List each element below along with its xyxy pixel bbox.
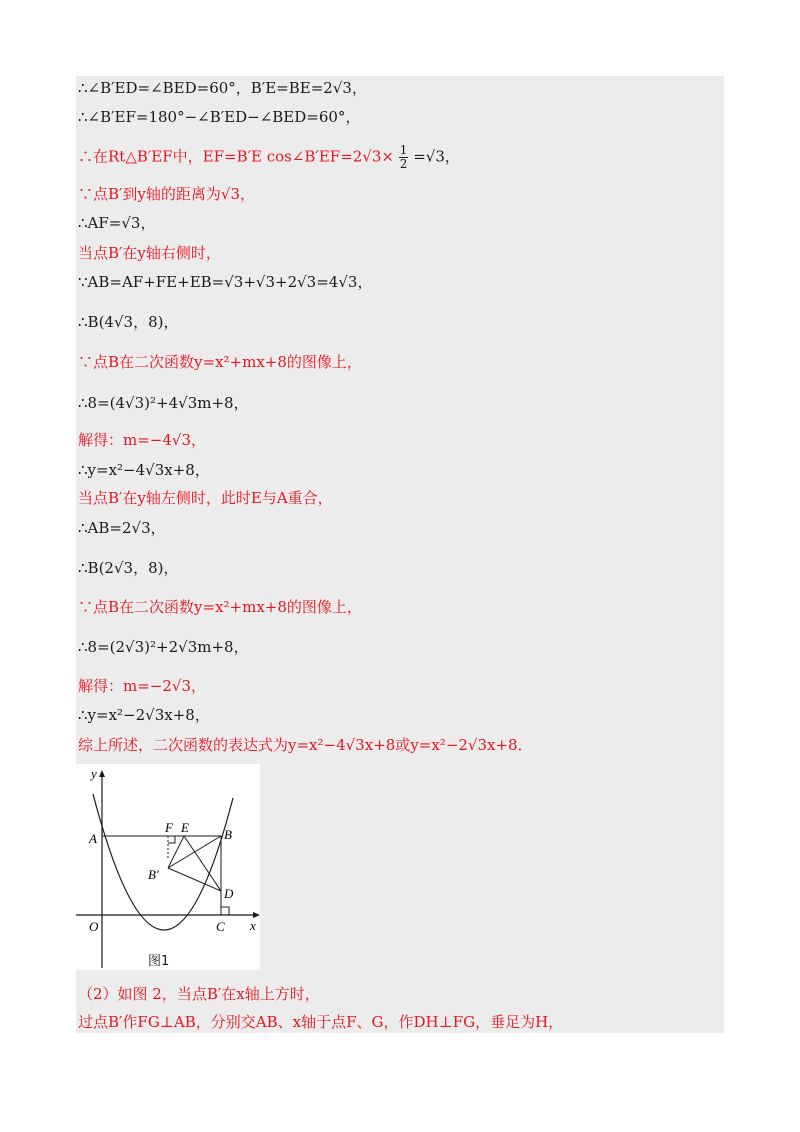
text-line: ∵点B在二次函数y=x²+mx+8的图像上， <box>78 353 362 371</box>
label-b-prime: B′ <box>148 867 159 882</box>
text-line: 解得：m=−4√3， <box>78 431 207 449</box>
figure-1 <box>76 764 260 970</box>
label-c: C <box>216 919 225 934</box>
text-line-with-fraction <box>78 144 460 171</box>
right-angle-c <box>221 907 229 915</box>
text-line: ∴8=(4√3)²+4√3m+8， <box>78 394 249 412</box>
fraction <box>399 144 409 171</box>
text-line: 过点B′作FG⊥AB，分别交AB、x轴于点F、G，作DH⊥FG，垂足为H， <box>78 1013 564 1031</box>
label-o: O <box>89 919 99 934</box>
label-a: A <box>89 831 97 846</box>
text-line: ∴AB=2√3， <box>78 519 166 537</box>
text-line: 当点B′在y轴左侧时，此时E与A重合， <box>78 489 333 507</box>
text-line: 综上所述，二次函数的表达式为y=x²−4√3x+8或y=x²−2√3x+8． <box>78 736 533 754</box>
label-d: D <box>224 886 234 901</box>
label-y: y <box>91 766 97 781</box>
parabola <box>93 794 233 930</box>
label-e: E <box>181 820 189 835</box>
fraction-numerator: 1 <box>399 143 408 157</box>
text-line: （2）如图 2，当点B′在x轴上方时， <box>78 985 320 1003</box>
text-line: ∵AB=AF+FE+EB=√3+√3+2√3=4√3， <box>78 273 373 291</box>
label-x: x <box>250 918 256 933</box>
text-line: 当点B′在y轴右侧时， <box>78 244 221 262</box>
text-line: ∴∠B′EF=180°−∠B′ED−∠BED=60°， <box>78 108 361 126</box>
y-axis-arrow <box>99 770 105 777</box>
text-line: ∴B(2√3，8)， <box>78 559 179 577</box>
right-angle-f <box>168 836 175 843</box>
text-line: ∴在Rt△B′EF中，EF=B′E cos∠B′EF=2√3× <box>78 147 394 166</box>
text-line: ∴y=x²−2√3x+8， <box>78 706 210 724</box>
fraction-tail: =√3， <box>413 147 460 166</box>
text-line: ∴8=(2√3)²+2√3m+8， <box>78 638 249 656</box>
label-f: F <box>165 820 173 835</box>
figure-caption: 图1 <box>148 954 170 969</box>
fraction-denominator: 2 <box>399 157 408 171</box>
text-line: ∵点B在二次函数y=x²+mx+8的图像上， <box>78 598 362 616</box>
figure-1-diagram <box>76 764 260 970</box>
text-line: 解得：m=−2√3， <box>78 677 207 695</box>
label-b: B <box>224 827 232 842</box>
text-line: ∵点B′到y轴的距离为√3， <box>78 185 256 203</box>
text-line: ∴AF=√3， <box>78 214 156 232</box>
text-line: ∴y=x²−4√3x+8， <box>78 461 210 479</box>
text-line: ∴B(4√3，8)， <box>78 313 179 331</box>
text-line: ∴∠B′ED=∠BED=60°，B′E=BE=2√3， <box>78 79 367 97</box>
